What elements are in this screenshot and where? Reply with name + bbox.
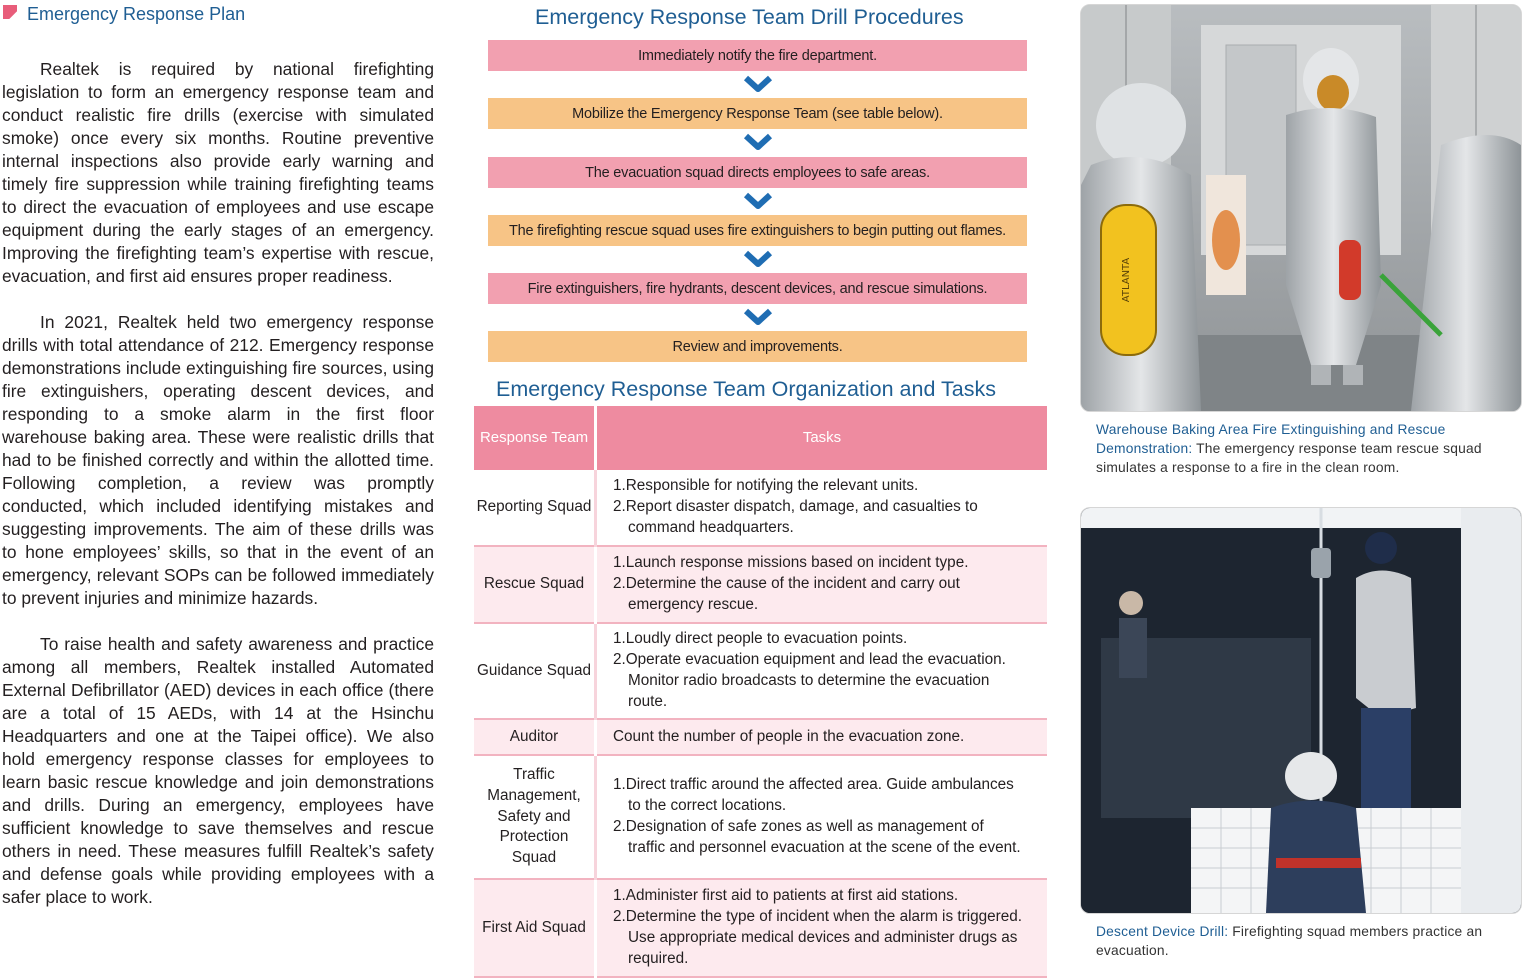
team-name: Auditor — [474, 719, 596, 755]
drill-step: Immediately notify the fire department. — [488, 40, 1027, 71]
drill-step: The firefighting rescue squad uses fire extinguishers to begin putting out flames. — [488, 215, 1027, 246]
drill-step: Fire extinguishers, fire hydrants, descent devices, and rescue simulations. — [488, 273, 1027, 304]
chevron-down-icon — [743, 132, 773, 152]
firefighters-illustration — [1081, 5, 1521, 411]
fire-demonstration-photo — [1080, 4, 1522, 412]
drill-step: Mobilize the Emergency Response Team (see table below). — [488, 98, 1027, 129]
task-item: 1.Responsible for notifying the relevant units. — [613, 477, 919, 495]
table-header-row — [474, 406, 1047, 470]
cylinder-label: ATLANTA — [1121, 257, 1132, 303]
table-row — [474, 470, 1047, 546]
chevron-down-icon — [743, 249, 773, 269]
caption-text: Firefighting squad members practice an evacuation. — [1096, 924, 1483, 958]
task-item: 2.Determine the type of incident when the alarm is triggered. Use appropriate medical devices and administer drugs as required. — [613, 908, 1022, 967]
section-title: Emergency Response Plan — [27, 4, 246, 24]
team-tasks — [596, 546, 1048, 623]
task-item: 1.Loudly direct people to evacuation points. — [613, 630, 908, 648]
header-tasks: Tasks — [596, 406, 1048, 470]
caption-lead: Warehouse Baking Area Fire Extinguishing and Rescue Demonstration: — [1096, 422, 1446, 456]
table-row — [474, 879, 1047, 977]
team-name: Rescue Squad — [474, 546, 596, 623]
drill-step: The evacuation squad directs employees to safe areas. — [488, 157, 1027, 188]
team-name: Guidance Squad — [474, 623, 596, 719]
chevron-down-icon — [743, 74, 773, 94]
caption-text: The emergency response team rescue squad simulates a response to a fire in the clean room. — [1096, 441, 1482, 475]
team-tasks — [596, 470, 1048, 546]
team-tasks — [596, 755, 1048, 879]
caption-lead: Descent Device Drill: — [1096, 924, 1229, 939]
drill-procedures-title: Emergency Response Team Drill Procedures — [535, 5, 964, 29]
team-tasks — [596, 719, 1048, 755]
team-tasks — [596, 623, 1048, 719]
descent-drill-photo — [1080, 507, 1522, 914]
task-item: Count the number of people in the evacuation zone. — [613, 727, 965, 745]
table-row — [474, 755, 1047, 879]
photo-caption-descent-drill — [1096, 922, 1510, 960]
table-row — [474, 623, 1047, 719]
table-row — [474, 719, 1047, 755]
paragraph-aed: To raise health and safety awareness and practice among all members, Realtek installed Automated External Defibrillator (AED) devices in each office (there are a total of 15 AEDs, with 14 at the Hsinchu Headquarters and one at the Taipei office). We also hold emergency response classes for employees to learn basic rescue knowledge and join demonstrations and drills. During an emergency, employees have sufficient knowledge to save themselves and rescue others in need. These measures fulfill Realtek’s safety and defense goals while providing employees with a safer place to work. — [2, 634, 434, 907]
section-marker-icon — [3, 5, 17, 19]
chevron-down-icon — [743, 307, 773, 327]
paragraph-drills-requirement: Realtek is required by national firefighting legislation to form an emergency response team and conduct realistic fire drills (exercise with simulated smoke) once every six months. Routine preventive internal inspections also provide early warning and timely fire suppression while training firefighting teams to direct the evacuation of employees and use escape equipment during the early stages of an emergency. Improving the firefighting team’s expertise with rescue, evacuation, and first aid ensures proper readiness. — [2, 59, 434, 286]
team-name: First Aid Squad — [474, 879, 596, 977]
organization-table — [474, 406, 1047, 978]
task-item: 1.Administer first aid to patients at first aid stations. — [613, 887, 959, 905]
drill-step: Review and improvements. — [488, 331, 1027, 362]
task-item: 2.Operate evacuation equipment and lead the evacuation. Monitor radio broadcasts to determine the evacuation route. — [613, 651, 1006, 710]
task-item: 2.Designation of safe zones as well as management of traffic and personnel evacuation at the scene of the event. — [613, 818, 1021, 856]
descent-drill-illustration — [1081, 508, 1521, 913]
header-response-team: Response Team — [474, 406, 596, 470]
task-item: 2.Report disaster dispatch, damage, and casualties to command headquarters. — [613, 498, 978, 536]
chevron-down-icon — [743, 191, 773, 211]
organization-title: Emergency Response Team Organization and Tasks — [496, 377, 996, 401]
photo-caption-fire-demo — [1096, 420, 1510, 477]
paragraph-2021-drills: In 2021, Realtek held two emergency response drills with total attendance of 212. Emergency response demonstrations include extinguishing fire sources, using fire extinguishers, operating descent devices, and responding to a smoke alarm in the first floor warehouse baking area. These were realistic drills that had to be finished correctly and within the allotted time. Following completion, a review was promptly conducted, which included identifying mistakes and suggesting improvements. The aim of these drills was to hone employees’ skills, so that in the event of an emergency, relevant SOPs can be followed immediately to prevent injuries and minimize hazards. — [2, 312, 434, 608]
table-row — [474, 546, 1047, 623]
task-item: 1.Launch response missions based on incident type. — [613, 554, 969, 572]
team-name: Traffic Management, Safety and Protection Squad — [474, 755, 596, 879]
task-item: 1.Direct traffic around the affected area. Guide ambulances to the correct locations. — [613, 776, 1014, 815]
team-name: Reporting Squad — [474, 470, 596, 546]
team-tasks — [596, 879, 1048, 977]
task-item: 2.Determine the cause of the incident and carry out emergency rescue. — [613, 575, 960, 613]
